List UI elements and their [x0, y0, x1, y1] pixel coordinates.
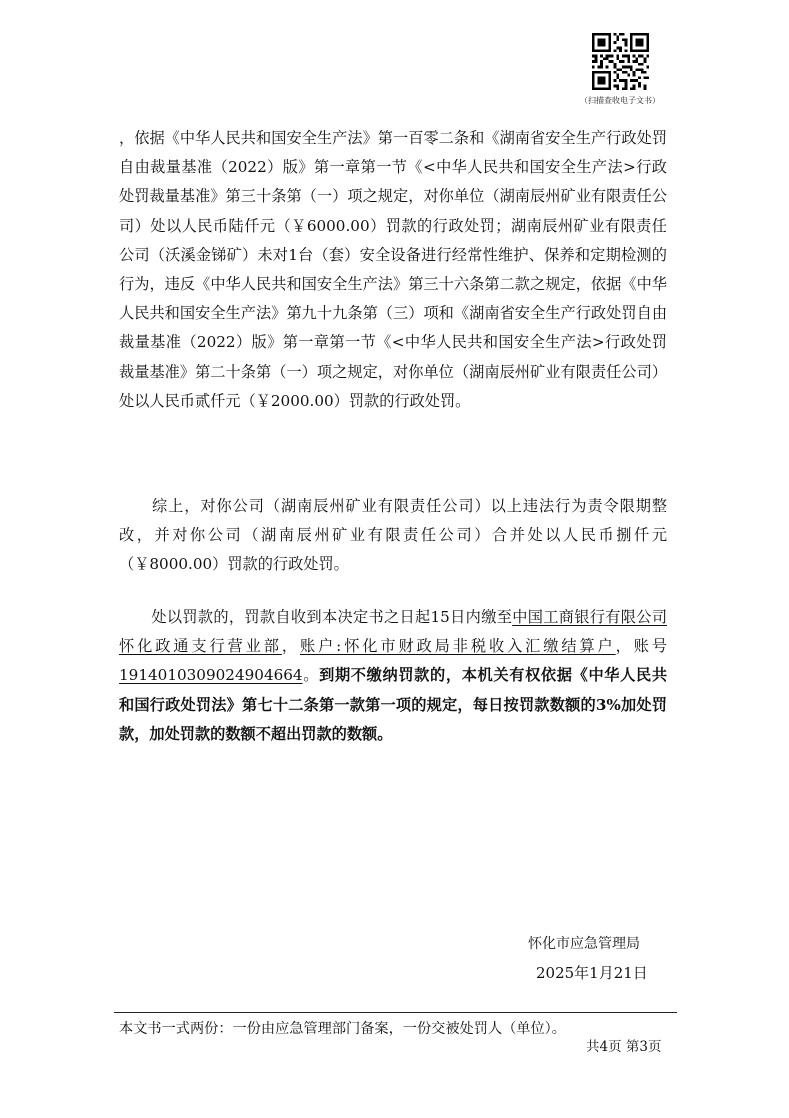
- footer-divider: [114, 1012, 677, 1013]
- paragraph-summary: [119, 492, 667, 580]
- separator: ，: [281, 637, 300, 656]
- paragraph-payment: [119, 603, 667, 749]
- account-number: 1914010309024904664: [119, 666, 303, 685]
- account-number-label: ，账号: [615, 637, 668, 656]
- account-name: 账户:怀化市财政局非税收入汇缴结算户: [299, 637, 616, 656]
- issuing-authority: 怀化市应急管理局: [528, 936, 640, 952]
- payment-intro: 处以罚款的，罚款自收到本决定书之日起15日内缴至: [151, 608, 513, 626]
- late-payment-clause: 到期不缴纳罚款的，本机关有权依据《中华人民共和国行政处罚法》第七十二条第一款第一项的规定，每日按罚款数额的3%加处罚款，加处罚款的数额不超出罚款的数额。: [119, 666, 667, 743]
- period: 。: [302, 666, 320, 685]
- copies-note: 本文书一式两份：一份由应急管理部门备案，一份交被处罚人（单位）。: [119, 1021, 566, 1037]
- paragraph-penalty-basis: [119, 124, 667, 416]
- paragraph-text: 综上，对你公司（湖南辰州矿业有限责任公司）以上违法行为责令限期整改，并对你公司（湖南辰州矿业有限责任公司）合并处以人民币捌仟元（￥8000.00）罚款的行政处罚。: [119, 497, 667, 574]
- bank-name: 中国工商银行有限公司怀化政通支行营业部: [119, 608, 668, 656]
- qr-caption: （扫描查收电子文书）: [580, 96, 660, 105]
- issue-date: 2025年1月21日: [536, 964, 648, 982]
- qr-code-icon: [592, 33, 649, 90]
- paragraph-text: ，依据《中华人民共和国安全生产法》第一百零二条和《湖南省安全生产行政处罚自由裁量基准（2022）版》第一章第一节《<中华人民共和国安全生产法>行政处罚裁量基准》第三十条第（一）项之规定，对你单位（湖南辰州矿业有限责任公司）处以人民币陆仟元（￥6000.00）罚款的行政处罚；湖南辰州矿业有限责任公司（沃溪金锑矿）未对1台（套）安全设备进行经常性维护、保养和定期检测的行为，违反《中华人民共和国安全生产法》第三十六条第二款之规定，依据《中华人民共和国安全生产法》第九十九条第（三）项和《湖南省安全生产行政处罚自由裁量基准（2022）版》第一章第一节《<中华人民共和国安全生产法>行政处罚裁量基准》第二十条第（一）项之规定，对你单位（湖南辰州矿业有限责任公司）处以人民币贰仟元（￥2000.00）罚款的行政处罚。: [119, 129, 667, 410]
- page-number: 共4页 第3页: [586, 1039, 662, 1055]
